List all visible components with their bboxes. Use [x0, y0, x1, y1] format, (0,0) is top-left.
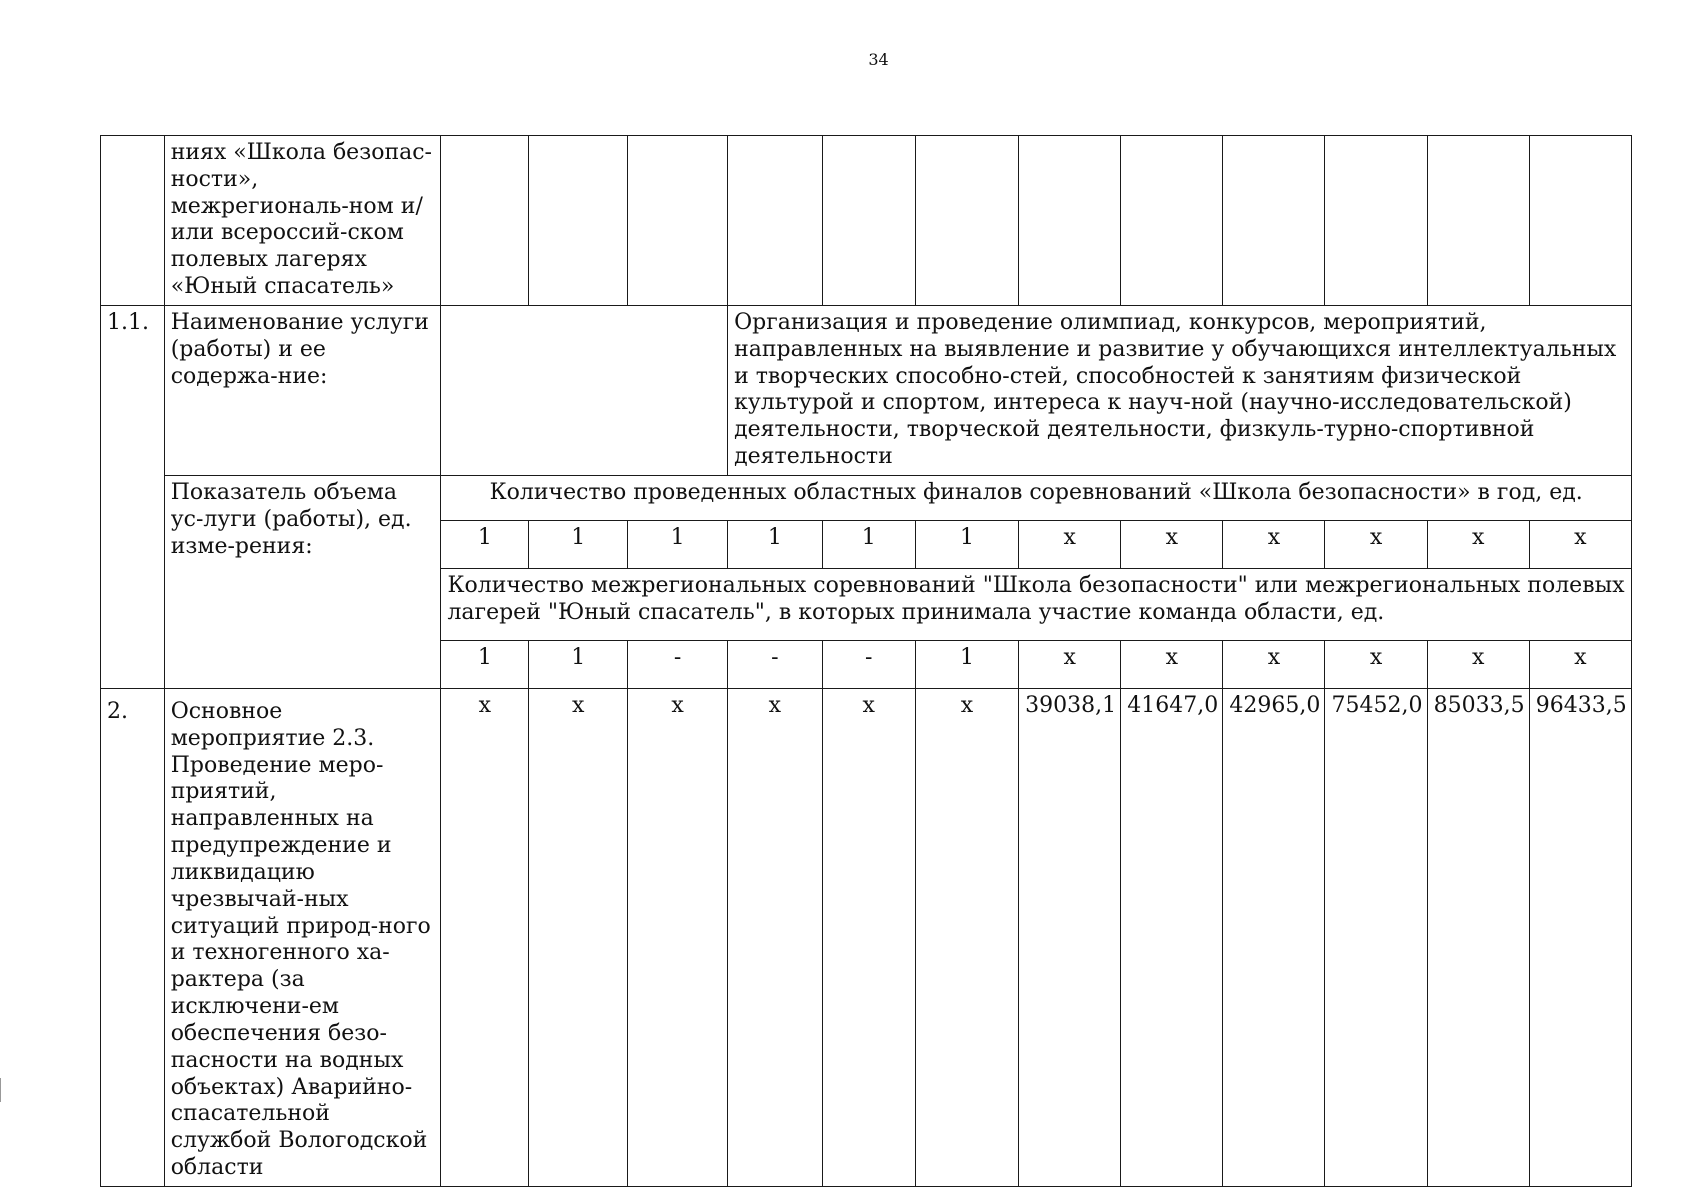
- value-cell: х: [1019, 520, 1121, 568]
- row-number-cell: [101, 136, 165, 306]
- empty-cell: [822, 136, 915, 306]
- amount-cell: 85033,5: [1427, 688, 1529, 1186]
- table-row-service: [101, 305, 1632, 475]
- empty-cell: [628, 136, 728, 306]
- value-cell: 1: [441, 520, 529, 568]
- empty-cell: [441, 136, 529, 306]
- value-cell: х: [1325, 520, 1427, 568]
- indicator-heading-2: Количество межрегиональных соревнований "Школа безопасности" или межрегиональных полевых лагерей "Юный спасатель", в которых принимала участие команда области, ед.: [441, 568, 1632, 640]
- value-cell: х: [822, 688, 915, 1186]
- page-number: 34: [868, 50, 889, 69]
- value-cell: х: [1019, 640, 1121, 688]
- indicator-label: Показатель объема ус-луги (работы), ед. изме-рения:: [164, 475, 441, 688]
- service-label: Наименование услуги (работы) и ее содержа-ние:: [164, 305, 441, 475]
- value-cell: х: [1121, 640, 1223, 688]
- empty-cell: [1019, 136, 1121, 306]
- value-cell: х: [1121, 520, 1223, 568]
- value-cell: х: [1529, 520, 1631, 568]
- empty-cell: [1529, 136, 1631, 306]
- empty-cell: [441, 305, 728, 475]
- service-content: Организация и проведение олимпиад, конкурсов, мероприятий, направленных на выявление и развитие у обучающихся интеллектуальных и творческих способно-стей, способностей к занятиям физической культурой и спортом, интереса к науч-ной (научно-исследовательской) деятельности, творческой деятельности, физкуль-турно-спортивной деятельности: [728, 305, 1632, 475]
- table-row-indicator-heading-1: [101, 475, 1632, 520]
- value-cell: х: [1427, 640, 1529, 688]
- value-cell: х: [1223, 640, 1325, 688]
- value-cell: х: [915, 688, 1018, 1186]
- program-table: [100, 135, 1632, 1187]
- value-cell: х: [1325, 640, 1427, 688]
- value-cell: х: [728, 688, 822, 1186]
- empty-cell: [1325, 136, 1427, 306]
- empty-cell: [728, 136, 822, 306]
- value-cell: 1: [728, 520, 822, 568]
- indicator-heading-1: Количество проведенных областных финалов соревнований «Школа безопасности» в год, ед.: [441, 475, 1632, 520]
- value-cell: х: [628, 688, 728, 1186]
- value-cell: х: [529, 688, 628, 1186]
- amount-cell: 75452,0: [1325, 688, 1427, 1186]
- table-row-continuation: [101, 136, 1632, 306]
- empty-cell: [1223, 136, 1325, 306]
- value-cell: 1: [441, 640, 529, 688]
- amount-cell: 42965,0: [1223, 688, 1325, 1186]
- empty-cell: [915, 136, 1018, 306]
- value-cell: х: [1427, 520, 1529, 568]
- amount-cell: 39038,1: [1019, 688, 1121, 1186]
- amount-cell: 41647,0: [1121, 688, 1223, 1186]
- value-cell: 1: [529, 520, 628, 568]
- value-cell: 1: [915, 520, 1018, 568]
- value-cell: 1: [915, 640, 1018, 688]
- amount-cell: 96433,5: [1529, 688, 1631, 1186]
- empty-cell: [1121, 136, 1223, 306]
- row-number-2: 2.: [101, 688, 165, 1186]
- value-cell: 1: [529, 640, 628, 688]
- value-cell: х: [1223, 520, 1325, 568]
- value-cell: -: [628, 640, 728, 688]
- continuation-description: ниях «Школа безопас-ности», межрегиональ-ном и/или всероссий-ском полевых лагерях «Юный спасатель»: [164, 136, 441, 306]
- measure-description: Основное мероприятие 2.3. Проведение меро-приятий, направленных на предупреждение и ликвидацию чрезвычай-ных ситуаций природ-ного и техногенного ха-рактера (за исключени-ем обеспечения безо-пасности на водных объектах) Аварийно-спасательной службой Вологодской области: [164, 688, 441, 1186]
- value-cell: х: [441, 688, 529, 1186]
- scan-margin-mark: [0, 1078, 9, 1102]
- empty-cell: [1427, 136, 1529, 306]
- table-row-measure-2: [101, 688, 1632, 1186]
- value-cell: -: [728, 640, 822, 688]
- row-number-1-1: 1.1.: [101, 305, 165, 688]
- value-cell: 1: [628, 520, 728, 568]
- value-cell: 1: [822, 520, 915, 568]
- value-cell: -: [822, 640, 915, 688]
- empty-cell: [529, 136, 628, 306]
- value-cell: х: [1529, 640, 1631, 688]
